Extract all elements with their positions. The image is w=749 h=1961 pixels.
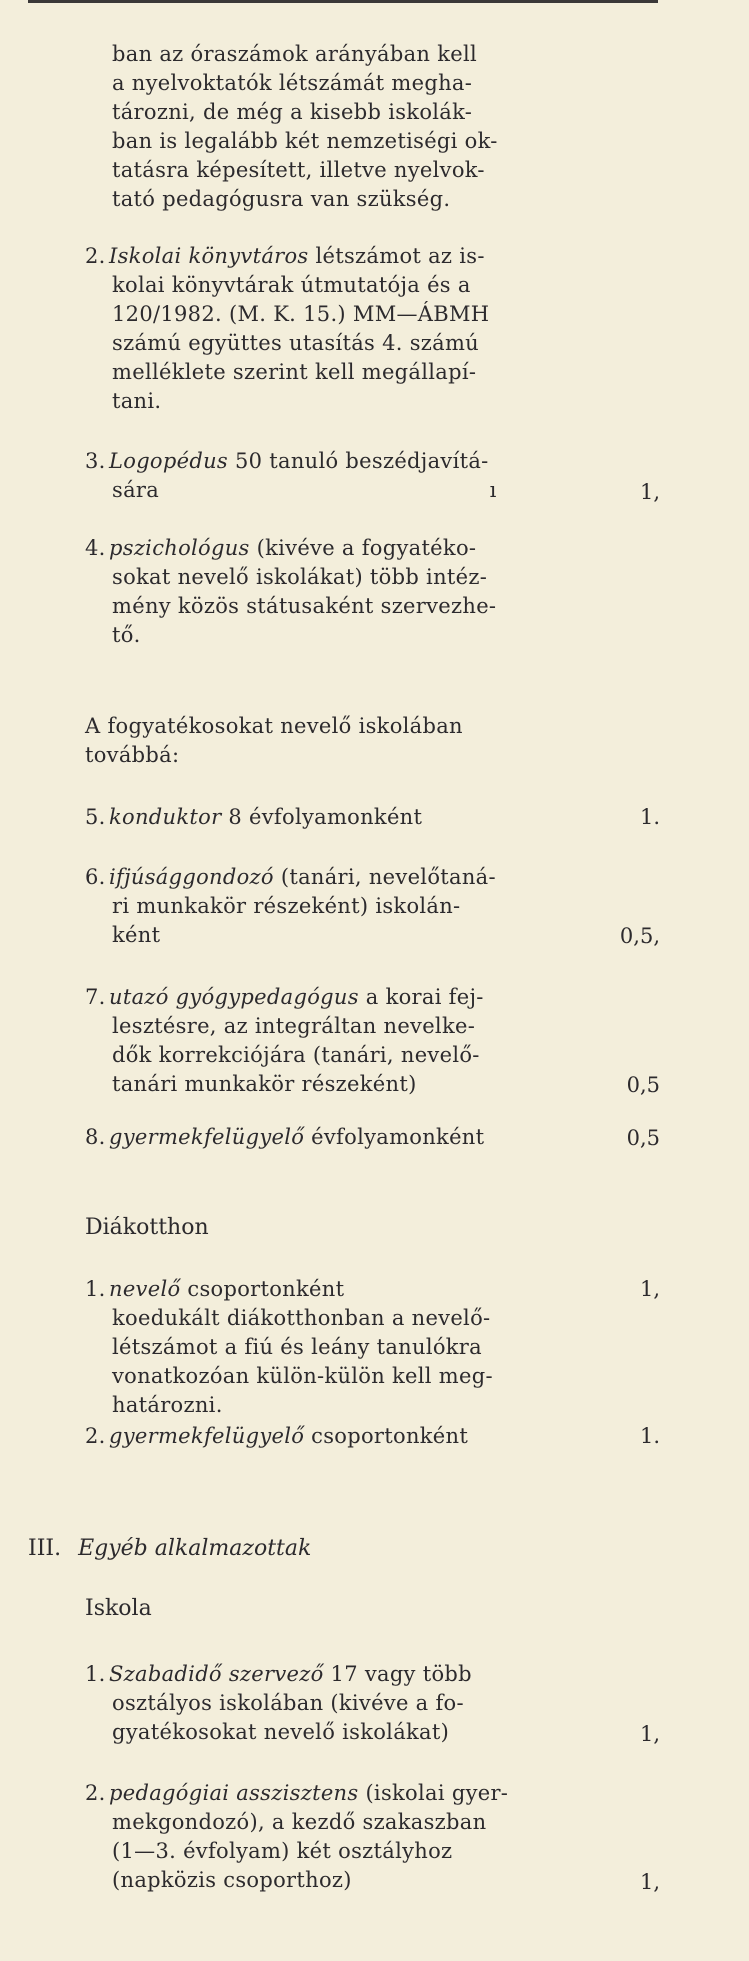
ratio-value: 0,5: [626, 1073, 660, 1097]
item-line: osztályos iskolában (kivéve a fo-: [112, 1691, 464, 1715]
item-number: 1.: [85, 1277, 106, 1301]
item-line: melléklete szerint kell megállapí-: [112, 360, 477, 384]
intro-line: tározni, de még a kisebb iskolák-: [112, 100, 473, 124]
ratio-value: 1.: [639, 1424, 660, 1448]
item-term: utazó gyógypedagógus: [109, 985, 359, 1009]
item-text: sára: [112, 478, 160, 502]
ratio-value: 1,: [639, 1722, 660, 1746]
item-term: nevelő: [109, 1277, 181, 1301]
item-5-line: [85, 803, 525, 832]
item-line: lesztésre, az integráltan nevelke-: [112, 1014, 476, 1038]
item-4-first-line: [85, 534, 525, 563]
item-text: 17 vagy több: [323, 1662, 472, 1686]
item-term: pszichológus: [109, 536, 250, 560]
item-text: (tanári, nevelőtaná-: [273, 865, 496, 889]
item-8-line: [85, 1123, 525, 1152]
item-text: a korai fej-: [358, 985, 484, 1009]
school-heading: Iskola: [85, 1596, 152, 1621]
ratio-value: 0,5,: [619, 924, 660, 948]
intro-line: tatásra képesített, illetve nyelvok-: [112, 158, 485, 182]
intro-line: ban is legalább két nemzetiségi ok-: [112, 129, 498, 153]
item-term: Logopédus: [109, 449, 228, 473]
ratio-value: 1.: [639, 805, 660, 829]
item-term: gyermekfelügyelő: [109, 1424, 305, 1448]
item-line: kolai könyvtárak útmutatója és a: [112, 273, 471, 297]
item-line: dők korrekciójára (tanári, nevelő-: [112, 1043, 480, 1067]
item-line: vonatkozóan külön-külön kell meg-: [112, 1364, 493, 1388]
dorm-item-1-line: [85, 1275, 525, 1304]
item-3-first-line: [85, 447, 525, 476]
item-text: (iskolai gyer-: [358, 1781, 509, 1805]
item-text: csoportonként: [304, 1424, 469, 1448]
item-term: gyermekfelügyelő: [109, 1125, 305, 1149]
item-line: koedukált diákotthonban a nevelő-: [112, 1306, 491, 1330]
item-line: létszámot a fiú és leány tanulókra: [112, 1335, 482, 1359]
dorm-heading: Diákotthon: [85, 1215, 209, 1240]
item-term: pedagógiai asszisztens: [109, 1781, 359, 1805]
item-6-first-line: [85, 863, 525, 892]
section-3-heading: [28, 1534, 311, 1564]
item-number: 1.: [85, 1662, 106, 1686]
item-line: (1—3. évfolyam) két osztályhoz: [112, 1839, 453, 1863]
item-line: gyatékosokat nevelő iskolákat): [112, 1720, 450, 1744]
item-term: Iskolai könyvtáros: [109, 244, 309, 268]
item-number: 8.: [85, 1125, 106, 1149]
item-term: konduktor: [109, 805, 222, 829]
tick-mark: ı: [489, 478, 497, 502]
item-term: Szabadidő szervező: [109, 1662, 324, 1686]
item-line: ri munkakör részeként) iskolán-: [112, 894, 461, 918]
item-line: ként: [112, 923, 161, 947]
intro-line: a nyelvoktatók létszámát megha-: [112, 71, 473, 95]
item-number: 2.: [85, 244, 106, 268]
item-text: létszámot az is-: [308, 244, 485, 268]
item-number: 4.: [85, 536, 106, 560]
section-number: III.: [28, 1536, 62, 1561]
dorm-item-2-line: [85, 1422, 525, 1451]
item-term: ifjúsággondozó: [109, 865, 274, 889]
staff-item-2-first-line: [85, 1779, 525, 1808]
item-text: csoportonként: [180, 1277, 345, 1301]
item-number: 3.: [85, 449, 106, 473]
item-2-first-line: [85, 242, 525, 271]
ratio-value: 1,: [639, 480, 660, 504]
ratio-value: 0,5: [626, 1126, 660, 1150]
item-line: (napközis csoporthoz): [112, 1868, 352, 1892]
item-line: határozni.: [112, 1393, 223, 1417]
ratio-value: 1,: [639, 1277, 660, 1301]
item-number: 2.: [85, 1781, 106, 1805]
item-line: tani.: [112, 389, 162, 413]
item-number: 5.: [85, 805, 106, 829]
item-line: sokat nevelő iskolákat) több intéz-: [112, 565, 488, 589]
item-text: 8 évfolyamonként: [221, 805, 423, 829]
item-number: 7.: [85, 985, 106, 1009]
item-text: évfolyamonként: [304, 1125, 485, 1149]
special-intro-line: A fogyatékosokat nevelő iskolában: [85, 714, 463, 738]
intro-line: tató pedagógusra van szükség.: [112, 187, 451, 211]
special-intro-line: továbbá:: [85, 743, 180, 767]
item-text: (kivéve a fogyatéko-: [249, 536, 477, 560]
staff-item-1-first-line: [85, 1660, 525, 1689]
item-line: mény közös státusaként szervezhe-: [112, 594, 497, 618]
item-line: tő.: [112, 623, 141, 647]
item-7-first-line: [85, 983, 525, 1012]
ratio-value: 1,: [639, 1870, 660, 1894]
item-line: mekgondozó), a kezdő szakaszban: [112, 1810, 487, 1834]
item-text: 50 tanuló beszédjavítá-: [228, 449, 489, 473]
intro-line: ban az óraszámok arányában kell: [112, 42, 477, 66]
section-title: Egyéb alkalmazottak: [78, 1536, 312, 1561]
item-line: 120/1982. (M. K. 15.) MM—ÁBMH: [112, 302, 490, 326]
item-number: 2.: [85, 1424, 106, 1448]
item-number: 6.: [85, 865, 106, 889]
item-line: tanári munkakör részeként): [112, 1072, 417, 1096]
item-line: számú együttes utasítás 4. számú: [112, 331, 479, 355]
